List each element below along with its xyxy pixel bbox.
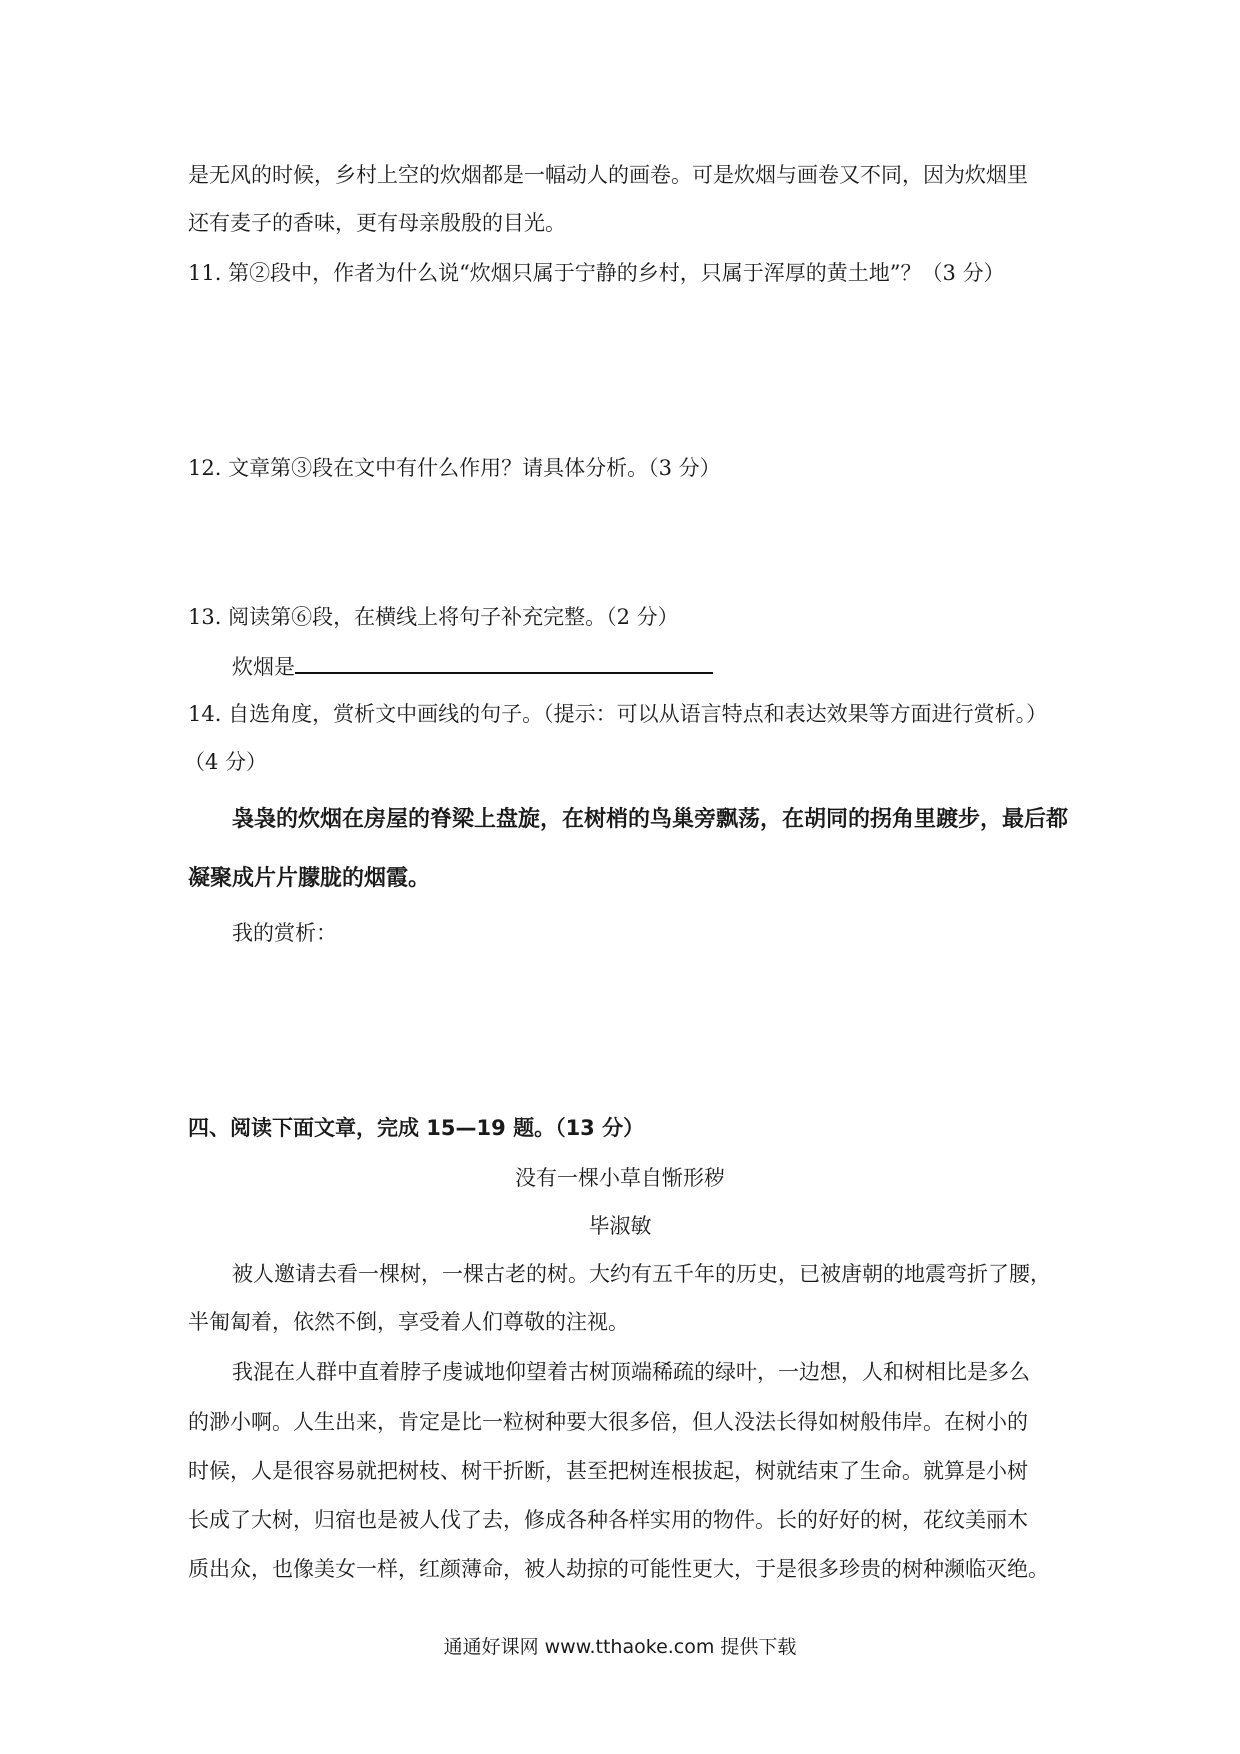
article-line: 长成了大树，归宿也是被人伐了去，修成各种各样实用的物件。长的好好的树，花纹美丽木 — [188, 1508, 1028, 1532]
article-author: 毕淑敏 — [588, 1214, 652, 1238]
quoted-sentence-line: 凝聚成片片朦胧的烟霞。 — [188, 866, 431, 891]
fill-in-prompt: 炊烟是 — [232, 655, 295, 679]
article-title: 没有一棵小草自惭形秽 — [515, 1166, 725, 1190]
question-14: 14. 自选角度，赏析文中画线的句子。（提示：可以从语言特点和表达效果等方面进行赏析。） — [188, 702, 1048, 726]
question-13: 13. 阅读第⑥段，在横线上将句子补充完整。（2 分） — [188, 605, 679, 629]
article-line: 的渺小啊。人生出来，肯定是比一粒树种要大很多倍，但人没法长得如树般伟岸。在树小的 — [188, 1410, 1028, 1434]
page-footer: 通通好课网 www.tthaoke.com 提供下载 — [443, 1636, 797, 1658]
section-heading: 四、阅读下面文章，完成 15—19 题。（13 分） — [188, 1116, 645, 1140]
article-line: 半匍匐着，依然不倒，享受着人们尊敬的注视。 — [188, 1310, 629, 1334]
answer-blank-line[interactable] — [295, 650, 713, 674]
article-line: 质出众，也像美女一样，红颜薄命，被人劫掠的可能性更大，于是很多珍贵的树种濒临灭绝。 — [188, 1557, 1049, 1581]
quoted-sentence-line: 袅袅的炊烟在房屋的脊梁上盘旋，在树梢的鸟巢旁飘荡，在胡同的拐角里踱步，最后都 — [232, 807, 1069, 832]
article-line: 被人邀请去看一棵树，一棵古老的树。大约有五千年的历史，已被唐朝的地震弯折了腰， — [232, 1262, 1051, 1286]
paragraph-line: 还有麦子的香味，更有母亲殷殷的目光。 — [188, 211, 566, 235]
question-14-score: （4 分） — [184, 750, 268, 774]
question-11: 11. 第②段中，作者为什么说“炊烟只属于宁静的乡村，只属于浑厚的黄土地”？（3 分） — [188, 261, 1005, 285]
question-12: 12. 文章第③段在文中有什么作用？请具体分析。（3 分） — [188, 456, 721, 480]
fill-in-sentence — [232, 650, 713, 682]
article-line: 我混在人群中直着脖子虔诚地仰望着古树顶端稀疏的绿叶，一边想，人和树相比是多么 — [232, 1360, 1030, 1384]
paragraph-line: 是无风的时候，乡村上空的炊烟都是一幅动人的画卷。可是炊烟与画卷又不同，因为炊烟里 — [188, 163, 1028, 187]
article-line: 时候，人是很容易就把树枝、树干折断，甚至把树连根拔起，树就结束了生命。就算是小树 — [188, 1459, 1028, 1483]
answer-label: 我的赏析： — [232, 921, 337, 945]
